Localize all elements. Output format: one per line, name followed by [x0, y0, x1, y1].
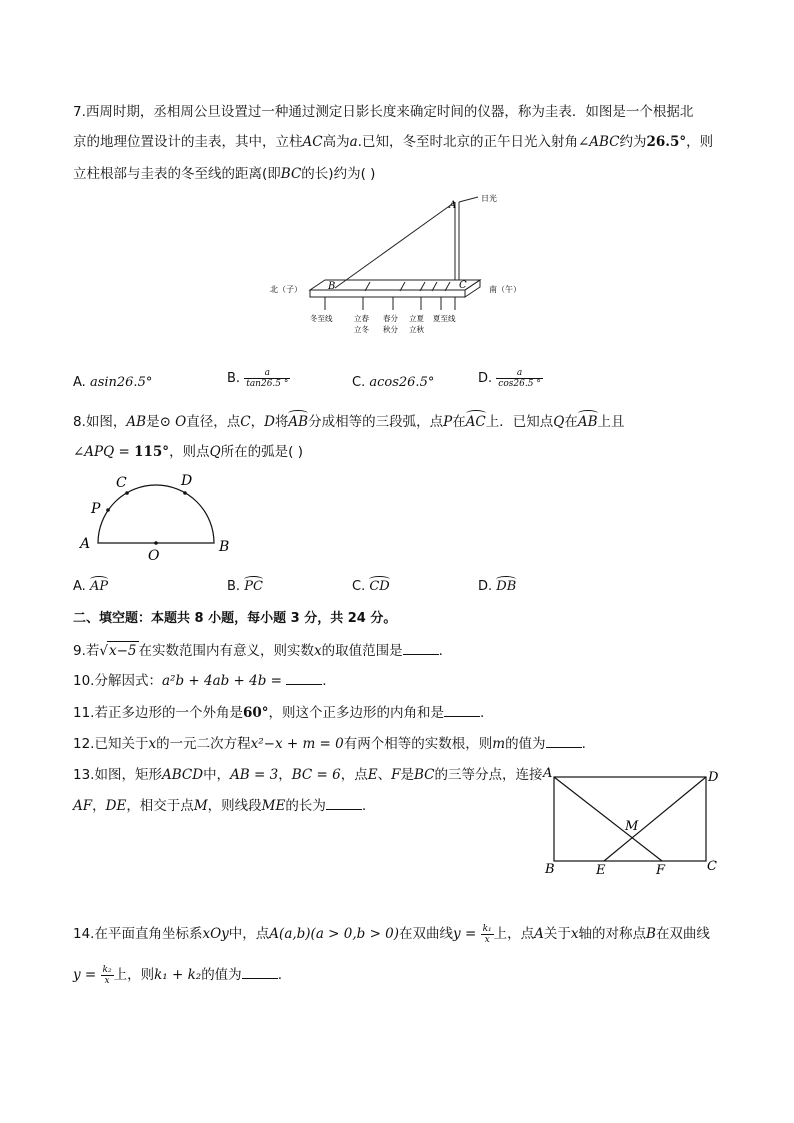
section-title: 二、填空题：本题共 8 小题，每小题 3 分，共 24 分。	[73, 611, 397, 626]
q14-text: 在双曲线	[655, 926, 710, 942]
q13-math: M	[193, 798, 208, 814]
q7-text: ，则	[686, 134, 714, 150]
q8-line-1	[73, 413, 625, 431]
segment-af	[554, 777, 662, 861]
q7-math: BC	[280, 166, 302, 182]
option-label: B.	[227, 371, 241, 386]
q13-text: 、	[377, 767, 392, 783]
q14-math: y =	[453, 926, 481, 942]
q13-text: .	[361, 798, 367, 814]
q8-text: 上．已知点	[485, 414, 554, 430]
q8-text: 8.如图，	[73, 414, 127, 430]
option-arc: AP	[89, 579, 109, 594]
q13-line-2	[73, 797, 366, 815]
q14-line-2	[73, 963, 282, 987]
q14-text: 在双曲线	[399, 926, 454, 942]
board-side	[465, 280, 480, 297]
tick-label: 夏至线	[433, 314, 456, 323]
answer-blank[interactable]	[326, 797, 362, 810]
q13-line-1	[73, 766, 542, 784]
q14-math: k₁ + k₂	[154, 967, 202, 983]
tick-label: 立冬	[354, 325, 369, 334]
q14-text: 上，点	[493, 926, 535, 942]
q7-text: 立柱根部与圭表的冬至线的距离(即	[73, 166, 281, 182]
q8-math: 115°	[134, 444, 170, 460]
tick-label: 立春	[354, 314, 369, 323]
option-label: D.	[478, 579, 493, 594]
q8-option-c[interactable]	[352, 579, 390, 594]
answer-blank[interactable]	[546, 735, 582, 748]
q14-text: 中，点	[228, 926, 270, 942]
q8-math: ∠APQ	[73, 444, 115, 460]
q14-text: 上，则	[113, 967, 155, 983]
answer-blank[interactable]	[444, 704, 480, 717]
q8-math: C	[240, 414, 251, 430]
option-label: B.	[227, 579, 241, 594]
fraction-denominator: tan26.5 °	[246, 379, 289, 389]
label-E: E	[596, 863, 606, 878]
label-D: D	[708, 770, 719, 785]
q8-math: AB	[126, 414, 147, 430]
q12-text: 有两个相等的实数根，则	[343, 736, 493, 752]
segment-de	[604, 777, 706, 861]
fraction-denominator: cos26.5 °	[498, 379, 541, 389]
fraction-numerator: a	[244, 368, 290, 379]
fraction-k1-over-x	[481, 924, 494, 945]
label-B: B	[545, 862, 555, 877]
q8-figure	[73, 470, 243, 565]
q8-text: 上且	[597, 414, 625, 430]
option-label: C.	[352, 579, 366, 594]
q9-radicand: x−5	[109, 643, 137, 659]
q12-text: 的一元二次方程	[156, 736, 251, 752]
label-P: P	[91, 501, 101, 517]
q7-text: .已知，冬至时北京的正午日光入射角	[357, 134, 578, 150]
q8-text: 是	[146, 414, 160, 430]
q13-math: AB = 3	[230, 767, 279, 783]
q12-text: .	[581, 736, 586, 752]
answer-blank[interactable]	[403, 642, 439, 655]
semicircle	[98, 485, 214, 543]
option-arc: CD	[369, 579, 390, 594]
q8-text: 在	[452, 414, 466, 430]
label-A: A	[543, 766, 553, 781]
fraction-denominator: x	[484, 934, 490, 945]
q8-option-a[interactable]	[73, 579, 108, 594]
q10-text: 10.分解因式：	[73, 673, 162, 689]
q9-text: 在实数范围内有意义，则实数	[138, 643, 315, 659]
option-label: C.	[352, 375, 366, 390]
q14-math: x	[570, 926, 579, 942]
q8-text: 在	[564, 414, 578, 430]
q8-math: D	[264, 414, 275, 430]
arc-ab: AB	[577, 414, 598, 430]
arc-ab: AB	[288, 414, 309, 430]
q13-text: 中，	[203, 767, 231, 783]
label-M: M	[625, 819, 639, 834]
option-value: acos26.5°	[369, 375, 435, 390]
q8-text: 分成相等的三段弧，点	[308, 414, 444, 430]
label-A: A	[449, 200, 457, 211]
q7-line-1	[73, 103, 693, 121]
q7-text: 京的地理位置设计的圭表，其中，立柱	[73, 134, 303, 150]
option-value: asin26.5°	[89, 375, 153, 390]
point-O	[154, 541, 158, 545]
option-arc: DB	[496, 579, 517, 594]
fraction-numerator: k₁	[482, 923, 492, 934]
section-heading	[73, 610, 396, 628]
q12-text: 12.已知关于	[73, 736, 149, 752]
answer-blank[interactable]	[242, 966, 278, 979]
q14-text: 关于	[543, 926, 571, 942]
point-P	[106, 508, 110, 512]
q7-line-3	[73, 165, 375, 183]
q13-text: 13.如图，矩形	[73, 767, 162, 783]
tick-label: 春分	[383, 314, 398, 323]
q10-text: .	[322, 673, 327, 689]
label-A: A	[80, 536, 91, 552]
q9-text: 9.若	[73, 643, 100, 659]
q14-text: 的值为	[201, 967, 242, 983]
q13-text: ，点	[340, 767, 368, 783]
q9-line	[73, 641, 443, 660]
tick-label: 立夏	[409, 314, 424, 323]
q12-line	[73, 735, 586, 753]
q14-math: xOy	[202, 926, 229, 942]
q12-math: m	[492, 736, 506, 752]
q8-math: =	[114, 444, 135, 460]
sun-ray-tick	[459, 197, 478, 202]
q13-figure	[540, 763, 730, 883]
option-label: A.	[73, 579, 86, 594]
q14-text: .	[277, 967, 282, 983]
q8-math: Q	[209, 444, 221, 460]
q13-math: ABCD	[161, 767, 204, 783]
arc-ac: AC	[465, 414, 486, 430]
q7-math: 26.5°	[646, 134, 687, 150]
q7-option-a[interactable]	[73, 375, 152, 390]
board-top	[310, 280, 480, 290]
q13-text: ，相交于点	[126, 798, 194, 814]
fraction-numerator: k₂	[102, 964, 112, 975]
q11-math: 60°	[242, 705, 269, 721]
q7-math: AC	[302, 134, 323, 150]
q13-text: 的长为	[285, 798, 326, 814]
q7-line-2	[73, 133, 713, 151]
sqrt-symbol: √	[99, 643, 108, 659]
q11-line	[73, 704, 484, 722]
q10-line	[73, 672, 327, 690]
label-C: C	[116, 475, 127, 491]
q14-math: A	[534, 926, 544, 942]
q8-option-b[interactable]	[227, 579, 263, 594]
q14-line-1	[73, 922, 710, 946]
q7-figure	[265, 190, 535, 340]
option-fraction	[244, 368, 290, 389]
option-arc: PC	[244, 579, 263, 594]
q13-text: 是	[400, 767, 414, 783]
q7-math: ∠ABC	[577, 134, 620, 150]
q13-text: 的三等分点，连接	[434, 767, 543, 783]
fraction-numerator: a	[496, 368, 542, 379]
q14-math: A(a,b)(a > 0,b > 0)	[269, 926, 400, 942]
q8-text: 将	[274, 414, 289, 430]
q9-text: 的取值范围是	[321, 643, 403, 659]
label-sunlight: 日光	[481, 194, 497, 203]
q11-text: ，则这个正多边形的内角和是	[268, 705, 445, 721]
option-label: A.	[73, 375, 86, 390]
q13-text: ，则线段	[207, 798, 262, 814]
circle-symbol: ⊙	[159, 414, 171, 430]
answer-blank[interactable]	[286, 672, 322, 685]
q11-text: .	[480, 705, 485, 721]
q10-math: a²b + 4ab + 4b =	[161, 673, 287, 689]
label-north: 北（子）	[270, 285, 302, 294]
q7-text: 约为	[619, 134, 647, 150]
q14-math: B	[646, 926, 656, 942]
point-D	[183, 491, 187, 495]
label-F: F	[656, 863, 666, 878]
q13-math: F	[391, 767, 401, 783]
label-B: B	[219, 539, 230, 555]
label-C: C	[459, 280, 467, 291]
q8-text: ，则点	[169, 444, 210, 460]
q14-text: 14.在平面直角坐标系	[73, 926, 203, 942]
q7-option-d[interactable]	[478, 368, 543, 389]
q8-text: ，	[250, 414, 265, 430]
q13-math: E	[367, 767, 378, 783]
q7-text: 7.西周时期，丞相周公旦设置过一种通过测定日影长度来确定时间的仪器，称为圭表．如图是一个根据北	[73, 104, 694, 120]
label-south: 南（午）	[489, 285, 521, 294]
q9-text: .	[438, 643, 443, 659]
q7-text: 高为	[322, 134, 350, 150]
q7-option-c[interactable]	[352, 375, 434, 390]
label-D: D	[181, 473, 193, 489]
q8-math: P	[443, 414, 453, 430]
q13-math: BC	[413, 767, 435, 783]
q8-math: Q	[553, 414, 565, 430]
sun-ray	[335, 202, 455, 288]
q7-math: a	[349, 134, 358, 150]
option-fraction	[496, 368, 542, 389]
q13-text: ，	[278, 767, 292, 783]
q13-math: ME	[261, 798, 286, 814]
q14-text: 轴的对称点	[578, 926, 647, 942]
q13-math: AF	[73, 798, 93, 814]
q8-text: 直径，点	[186, 414, 241, 430]
q14-math: y =	[73, 967, 101, 983]
q7-text: 的长)约为( )	[301, 166, 376, 182]
q13-math: BC = 6	[291, 767, 341, 783]
label-B: B	[328, 281, 336, 292]
q8-option-d[interactable]	[478, 579, 516, 594]
tick-label: 冬至线	[310, 314, 333, 323]
q12-text: 的值为	[505, 736, 546, 752]
q9-math: x	[314, 643, 322, 659]
point-C	[125, 491, 129, 495]
fraction-k2-over-x	[101, 965, 114, 986]
tick-label: 秋分	[383, 325, 398, 334]
q8-line-2	[73, 443, 303, 461]
q12-math: x²−x + m = 0	[250, 736, 344, 752]
q8-text: 所在的弧是( )	[220, 444, 303, 460]
q13-text: ，	[92, 798, 106, 814]
label-C: C	[707, 859, 717, 874]
q8-math: O	[175, 414, 187, 430]
fraction-denominator: x	[104, 975, 110, 986]
q13-math: DE	[105, 798, 127, 814]
tick-label: 立秋	[409, 325, 424, 334]
option-label: D.	[478, 371, 493, 386]
label-O: O	[148, 548, 160, 564]
q11-text: 11.若正多边形的一个外角是	[73, 705, 243, 721]
q12-math: x	[148, 736, 157, 752]
q7-option-b[interactable]	[227, 368, 290, 389]
